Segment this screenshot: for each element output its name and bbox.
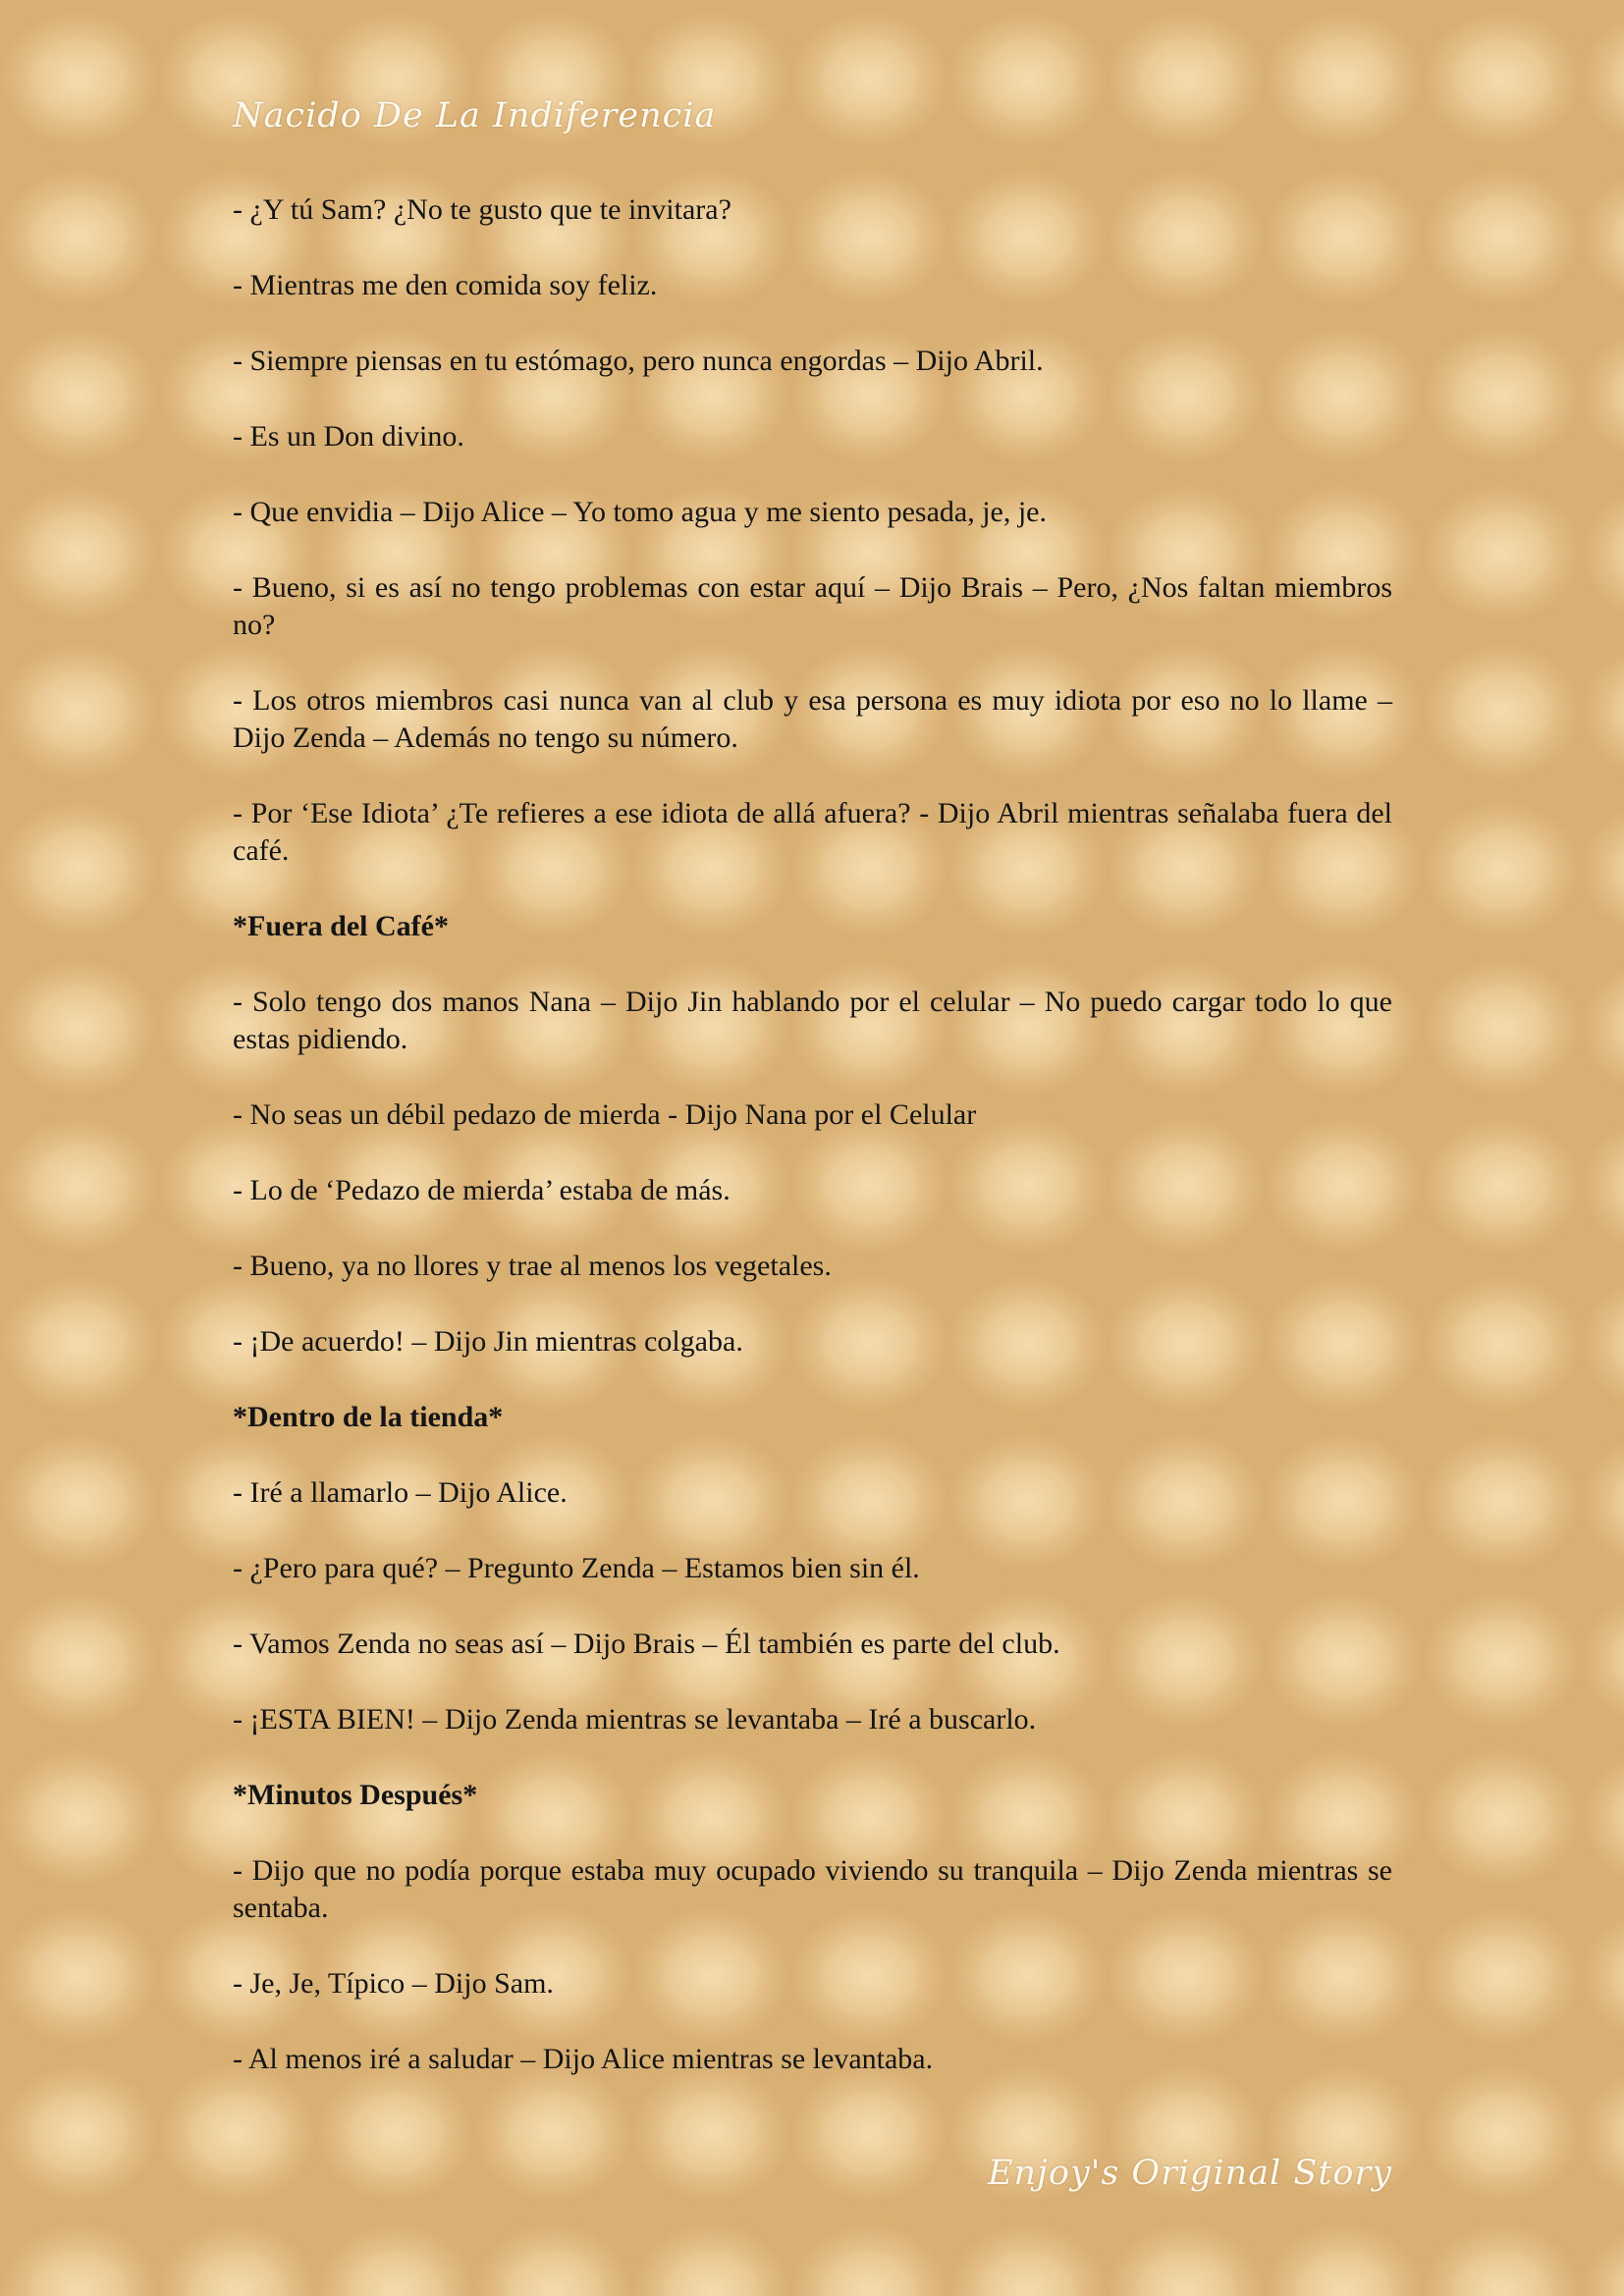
paragraph: - Los otros miembros casi nunca van al club y esa persona es muy idiota por eso no lo llame – Dijo Zenda – Además no tengo su número. [233, 684, 1392, 754]
paragraph: - Mientras me den comida soy feliz. [233, 269, 658, 301]
story-text [233, 191, 1392, 2116]
running-header-title: Nacido De La Indiferencia [233, 96, 717, 135]
paragraph: - Bueno, ya no llores y trae al menos los vegetales. [233, 1250, 832, 1282]
scene-heading: *Minutos Después* [233, 1779, 478, 1811]
paragraph: - Vamos Zenda no seas así – Dijo Brais – Él también es parte del club. [233, 1628, 1060, 1660]
paragraph: - Iré a llamarlo – Dijo Alice. [233, 1476, 568, 1509]
paragraph: - ¡ESTA BIEN! – Dijo Zenda mientras se levantaba – Iré a buscarlo. [233, 1703, 1037, 1735]
paragraph: - Je, Je, Típico – Dijo Sam. [233, 1967, 554, 2000]
paragraph: - No seas un débil pedazo de mierda - Dijo Nana por el Celular [233, 1098, 977, 1131]
paragraph: - ¿Y tú Sam? ¿No te gusto que te invitara? [233, 193, 731, 226]
running-footer-title: Enjoy's Original Story [987, 2154, 1392, 2193]
paragraph: - Dijo que no podía porque estaba muy ocupado viviendo su tranquila – Dijo Zenda mientras se sentaba. [233, 1854, 1392, 1924]
scene-heading: *Dentro de la tienda* [233, 1401, 504, 1433]
paragraph: - Que envidia – Dijo Alice – Yo tomo agua y me siento pesada, je, je. [233, 496, 1047, 528]
scene-heading: *Fuera del Café* [233, 910, 449, 942]
paragraph: - ¡De acuerdo! – Dijo Jin mientras colgaba. [233, 1325, 743, 1358]
paragraph: - Solo tengo dos manos Nana – Dijo Jin hablando por el celular – No puedo cargar todo lo que estas pidiendo. [233, 986, 1392, 1055]
paragraph: - Siempre piensas en tu estómago, pero nunca engordas – Dijo Abril. [233, 345, 1044, 377]
paragraph: - Por ‘Ese Idiota’ ¿Te refieres a ese idiota de allá afuera? - Dijo Abril mientras señalaba fuera del café. [233, 797, 1392, 867]
paragraph: - Es un Don divino. [233, 420, 464, 453]
paragraph: - Bueno, si es así no tengo problemas con estar aquí – Dijo Brais – Pero, ¿Nos faltan miembros no? [233, 571, 1392, 641]
paragraph: - Lo de ‘Pedazo de mierda’ estaba de más. [233, 1174, 731, 1206]
paragraph: - ¿Pero para qué? – Pregunto Zenda – Estamos bien sin él. [233, 1552, 920, 1584]
paragraph: - Al menos iré a saludar – Dijo Alice mientras se levantaba. [233, 2043, 934, 2075]
